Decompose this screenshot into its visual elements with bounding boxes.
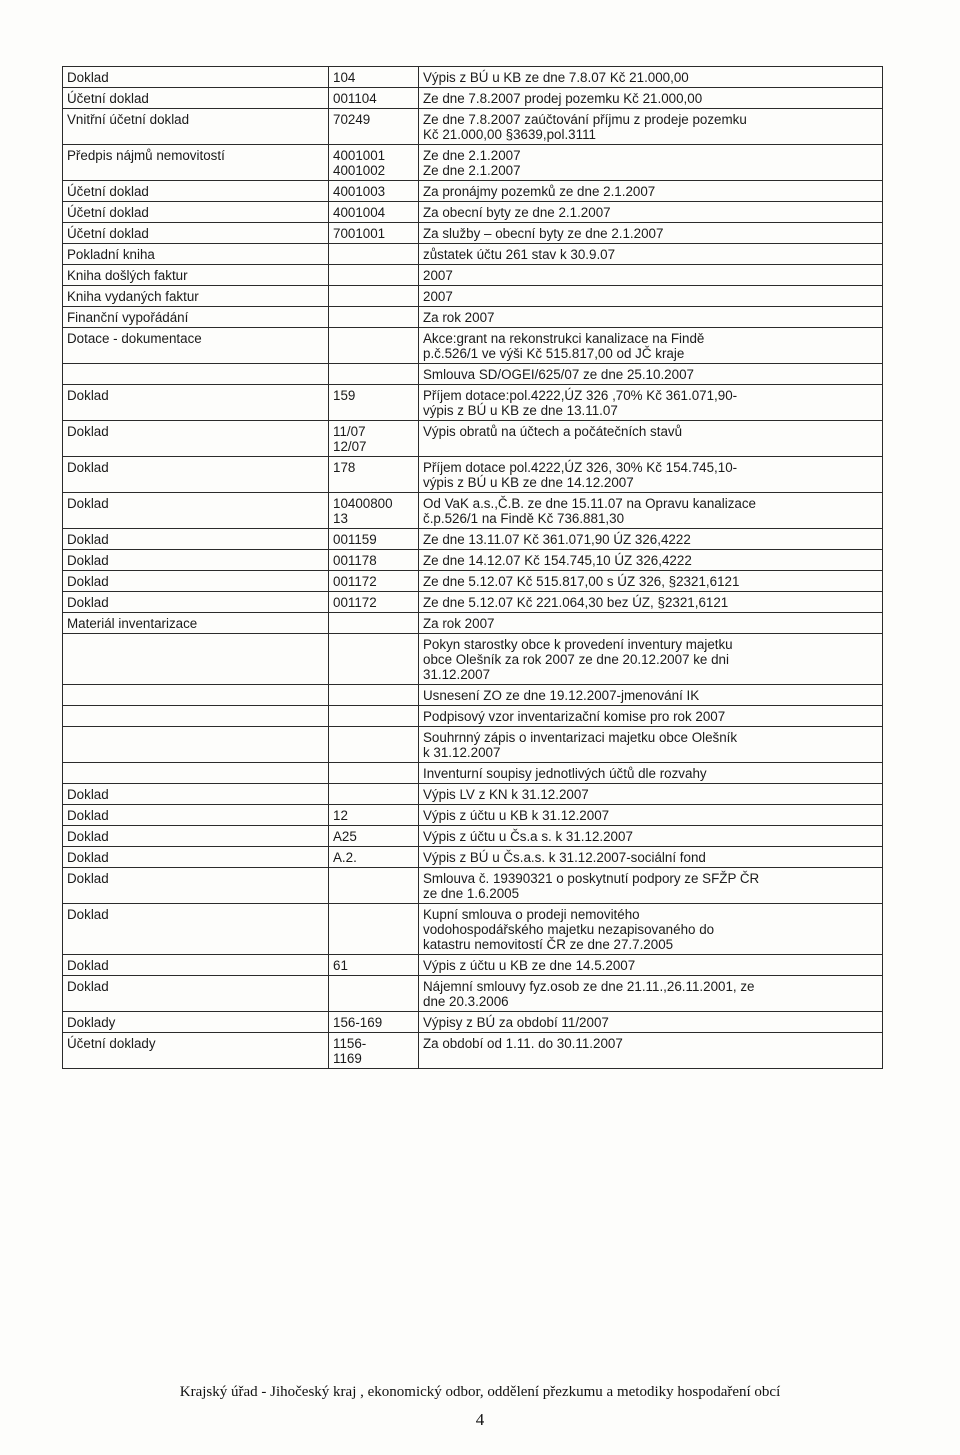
document-type-cell: Účetní doklad xyxy=(63,181,329,202)
description-cell: zůstatek účtu 261 stav k 30.9.07 xyxy=(419,244,883,265)
description-cell: Souhrnný zápis o inventarizaci majetku obce Olešník k 31.12.2007 xyxy=(419,727,883,763)
table-row xyxy=(63,1012,883,1033)
document-type-cell: Doklad xyxy=(63,904,329,955)
description-cell: Výpis z BÚ u KB ze dne 7.8.07 Kč 21.000,00 xyxy=(419,67,883,88)
document-number-cell: 001159 xyxy=(329,529,419,550)
document-table-body xyxy=(63,67,883,1069)
table-row xyxy=(63,265,883,286)
document-number-cell: 159 xyxy=(329,385,419,421)
document-number-cell: 4001004 xyxy=(329,202,419,223)
table-row xyxy=(63,88,883,109)
document-number-cell: 156-169 xyxy=(329,1012,419,1033)
description-cell: Ze dne 7.8.2007 prodej pozemku Kč 21.000,00 xyxy=(419,88,883,109)
table-row xyxy=(63,550,883,571)
document-type-cell: Kniha vydaných faktur xyxy=(63,286,329,307)
table-row xyxy=(63,592,883,613)
document-type-cell: Doklad xyxy=(63,592,329,613)
document-number-cell: 4001003 xyxy=(329,181,419,202)
document-type-cell xyxy=(63,634,329,685)
document-type-cell xyxy=(63,727,329,763)
document-type-cell xyxy=(63,685,329,706)
document-type-cell: Doklad xyxy=(63,847,329,868)
description-cell: 2007 xyxy=(419,265,883,286)
document-number-cell: 4001001 4001002 xyxy=(329,145,419,181)
document-number-cell: 178 xyxy=(329,457,419,493)
document-type-cell: Účetní doklady xyxy=(63,1033,329,1069)
table-row xyxy=(63,493,883,529)
table-row xyxy=(63,1033,883,1069)
table-row xyxy=(63,328,883,364)
document-number-cell: 70249 xyxy=(329,109,419,145)
document-number-cell xyxy=(329,244,419,265)
table-row xyxy=(63,727,883,763)
table-row xyxy=(63,223,883,244)
document-type-cell: Účetní doklad xyxy=(63,223,329,244)
document-type-cell: Předpis nájmů nemovitostí xyxy=(63,145,329,181)
document-number-cell xyxy=(329,613,419,634)
document-number-cell: A25 xyxy=(329,826,419,847)
description-cell: Výpis z účtu u KB k 31.12.2007 xyxy=(419,805,883,826)
description-cell: Za rok 2007 xyxy=(419,613,883,634)
description-cell: Výpis obratů na účtech a počátečních stavů xyxy=(419,421,883,457)
table-row xyxy=(63,421,883,457)
description-cell: Příjem dotace pol.4222,ÚZ 326, 30% Kč 154.745,10- výpis z BÚ u KB ze dne 14.12.2007 xyxy=(419,457,883,493)
document-type-cell: Doklad xyxy=(63,421,329,457)
description-cell: Usnesení ZO ze dne 19.12.2007-jmenování IK xyxy=(419,685,883,706)
document-type-cell xyxy=(63,763,329,784)
document-number-cell: 001172 xyxy=(329,592,419,613)
table-row xyxy=(63,763,883,784)
document-number-cell xyxy=(329,265,419,286)
table-row xyxy=(63,67,883,88)
description-cell: Smlouva SD/OGEI/625/07 ze dne 25.10.2007 xyxy=(419,364,883,385)
table-row xyxy=(63,904,883,955)
document-number-cell: 104 xyxy=(329,67,419,88)
document-type-cell: Účetní doklad xyxy=(63,88,329,109)
document-number-cell xyxy=(329,685,419,706)
table-row xyxy=(63,181,883,202)
document-number-cell xyxy=(329,307,419,328)
document-number-cell: 1156- 1169 xyxy=(329,1033,419,1069)
document-number-cell xyxy=(329,976,419,1012)
document-type-cell: Doklad xyxy=(63,529,329,550)
table-row xyxy=(63,613,883,634)
description-cell: Výpis z BÚ u Čs.a.s. k 31.12.2007-sociální fond xyxy=(419,847,883,868)
document-number-cell: 001178 xyxy=(329,550,419,571)
description-cell: Výpis z účtu u KB ze dne 14.5.2007 xyxy=(419,955,883,976)
table-row xyxy=(63,634,883,685)
document-type-cell: Doklad xyxy=(63,67,329,88)
description-cell: Smlouva č. 19390321 o poskytnutí podpory ze SFŽP ČR ze dne 1.6.2005 xyxy=(419,868,883,904)
document-number-cell xyxy=(329,328,419,364)
table-row xyxy=(63,784,883,805)
document-type-cell: Doklad xyxy=(63,571,329,592)
table-row xyxy=(63,244,883,265)
document-type-cell: Doklad xyxy=(63,955,329,976)
document-number-cell xyxy=(329,868,419,904)
table-row xyxy=(63,385,883,421)
document-type-cell: Doklad xyxy=(63,976,329,1012)
description-cell: Ze dne 2.1.2007 Ze dne 2.1.2007 xyxy=(419,145,883,181)
table-row xyxy=(63,571,883,592)
document-type-cell: Doklad xyxy=(63,550,329,571)
document-type-cell: Materiál inventarizace xyxy=(63,613,329,634)
table-row xyxy=(63,976,883,1012)
description-cell: Výpis LV z KN k 31.12.2007 xyxy=(419,784,883,805)
document-number-cell xyxy=(329,763,419,784)
document-number-cell: 61 xyxy=(329,955,419,976)
table-row xyxy=(63,202,883,223)
description-cell: Ze dne 5.12.07 Kč 221.064,30 bez ÚZ, §2321,6121 xyxy=(419,592,883,613)
document-type-cell: Vnitřní účetní doklad xyxy=(63,109,329,145)
document-number-cell xyxy=(329,904,419,955)
document-number-cell xyxy=(329,784,419,805)
document-type-cell: Doklad xyxy=(63,805,329,826)
description-cell: 2007 xyxy=(419,286,883,307)
document-type-cell: Doklady xyxy=(63,1012,329,1033)
document-number-cell xyxy=(329,286,419,307)
table-row xyxy=(63,145,883,181)
table-row xyxy=(63,286,883,307)
description-cell: Za pronájmy pozemků ze dne 2.1.2007 xyxy=(419,181,883,202)
document-type-cell: Účetní doklad xyxy=(63,202,329,223)
table-row xyxy=(63,529,883,550)
document-table xyxy=(62,66,883,1069)
description-cell: Od VaK a.s.,Č.B. ze dne 15.11.07 na Opravu kanalizace č.p.526/1 na Findě Kč 736.881,30 xyxy=(419,493,883,529)
description-cell: Kupní smlouva o prodeji nemovitého vodohospodářského majetku nezapisovaného do katastru nemovitostí ČR ze dne 27.7.2005 xyxy=(419,904,883,955)
document-number-cell: 001172 xyxy=(329,571,419,592)
document-type-cell: Doklad xyxy=(63,457,329,493)
description-cell: Akce:grant na rekonstrukci kanalizace na Findě p.č.526/1 ve výši Kč 515.817,00 od JČ kraje xyxy=(419,328,883,364)
document-type-cell xyxy=(63,364,329,385)
page-footer: Krajský úřad - Jihočeský kraj , ekonomický odbor, oddělení přezkumu a metodiky hospodaření obcí xyxy=(179,1384,781,1400)
table-row xyxy=(63,868,883,904)
document-number-cell xyxy=(329,634,419,685)
document-number-cell: 12 xyxy=(329,805,419,826)
description-cell: Ze dne 7.8.2007 zaúčtování příjmu z prodeje pozemku Kč 21.000,00 §3639,pol.3111 xyxy=(419,109,883,145)
document-number-cell xyxy=(329,706,419,727)
description-cell: Podpisový vzor inventarizační komise pro rok 2007 xyxy=(419,706,883,727)
document-number-cell xyxy=(329,727,419,763)
description-cell: Výpis z účtu u Čs.a s. k 31.12.2007 xyxy=(419,826,883,847)
description-cell: Za služby – obecní byty ze dne 2.1.2007 xyxy=(419,223,883,244)
document-type-cell: Doklad xyxy=(63,868,329,904)
document-type-cell: Doklad xyxy=(63,493,329,529)
description-cell: Nájemní smlouvy fyz.osob ze dne 21.11.,26.11.2001, ze dne 20.3.2006 xyxy=(419,976,883,1012)
table-row xyxy=(63,805,883,826)
table-row xyxy=(63,364,883,385)
document-number-cell: 7001001 xyxy=(329,223,419,244)
description-cell: Výpisy z BÚ za období 11/2007 xyxy=(419,1012,883,1033)
document-type-cell: Pokladní kniha xyxy=(63,244,329,265)
description-cell: Za rok 2007 xyxy=(419,307,883,328)
page-number: 4 xyxy=(475,1410,485,1429)
document-number-cell xyxy=(329,364,419,385)
table-row xyxy=(63,685,883,706)
table-row xyxy=(63,307,883,328)
description-cell: Za obecní byty ze dne 2.1.2007 xyxy=(419,202,883,223)
document-type-cell xyxy=(63,706,329,727)
description-cell: Ze dne 5.12.07 Kč 515.817,00 s ÚZ 326, §2321,6121 xyxy=(419,571,883,592)
table-row xyxy=(63,109,883,145)
document-type-cell: Kniha došlých faktur xyxy=(63,265,329,286)
table-row xyxy=(63,706,883,727)
description-cell: Inventurní soupisy jednotlivých účtů dle rozvahy xyxy=(419,763,883,784)
document-type-cell: Doklad xyxy=(63,784,329,805)
table-row xyxy=(63,457,883,493)
description-cell: Pokyn starostky obce k provedení inventury majetku obce Olešník za rok 2007 ze dne 20.12.2007 ke dni 31.12.2007 xyxy=(419,634,883,685)
description-cell: Za období od 1.11. do 30.11.2007 xyxy=(419,1033,883,1069)
document-type-cell: Doklad xyxy=(63,385,329,421)
document-number-cell: 10400800 13 xyxy=(329,493,419,529)
table-row xyxy=(63,826,883,847)
table-row xyxy=(63,847,883,868)
document-type-cell: Dotace - dokumentace xyxy=(63,328,329,364)
description-cell: Ze dne 13.11.07 Kč 361.071,90 ÚZ 326,4222 xyxy=(419,529,883,550)
table-row xyxy=(63,955,883,976)
document-type-cell: Finanční vypořádání xyxy=(63,307,329,328)
document-type-cell: Doklad xyxy=(63,826,329,847)
document-number-cell: A.2. xyxy=(329,847,419,868)
description-cell: Příjem dotace:pol.4222,ÚZ 326 ,70% Kč 361.071,90- výpis z BÚ u KB ze dne 13.11.07 xyxy=(419,385,883,421)
description-cell: Ze dne 14.12.07 Kč 154.745,10 ÚZ 326,4222 xyxy=(419,550,883,571)
document-number-cell: 001104 xyxy=(329,88,419,109)
document-number-cell: 11/07 12/07 xyxy=(329,421,419,457)
